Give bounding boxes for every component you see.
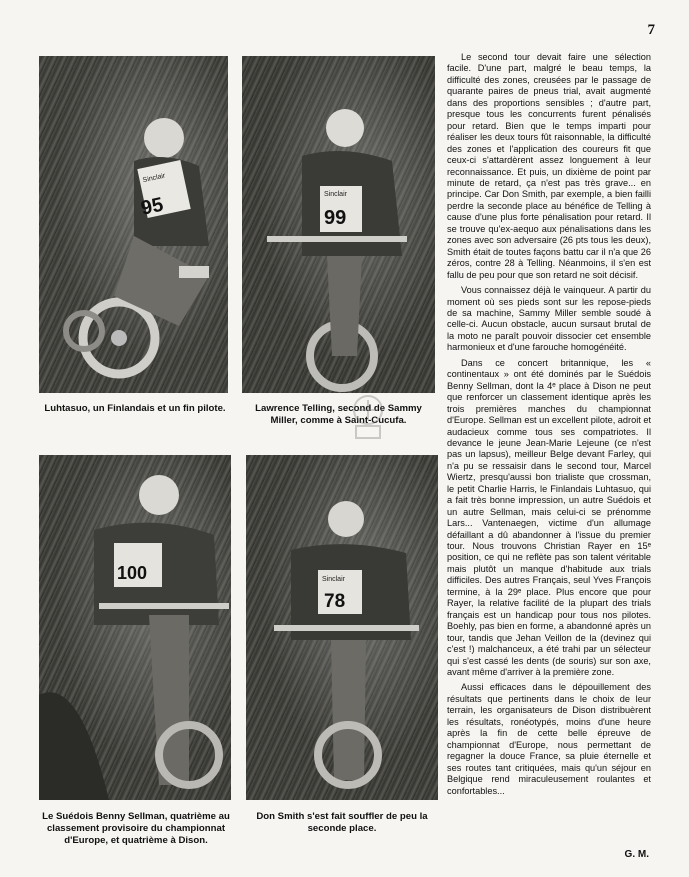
watermark-logo <box>342 390 394 442</box>
rider-illustration <box>39 56 228 393</box>
caption-telling: Lawrence Telling, second de Sammy Miller, comme à Saint-Cucufa. <box>255 403 422 426</box>
article-paragraph: Aussi efficaces dans le dépouillement des résultats que pertinents dans le choix de leur terrain, les organisateurs de Dison distribuèrent les résultats, ronéotypés, moins d'une heure après la fin de cette belle épreuve de championnat d'Europe, nous permettant de regagner la douce France, sa pluie éternelle et ses routes tant critiquées, mais qu'un séjour en Belgique rend miraculeusement roulantes et confortables... <box>447 682 651 796</box>
photo-luhtasuo <box>39 56 228 393</box>
article-paragraph: Dans ce concert britannique, les « continentaux » ont été dominés par le Suédois Benny Sellman, dont la 4ᵉ place à Dison ne peut que renforcer un classement identique après les trois premières manches du championnat d'Europe. Sellman est un excellent pilote, adroit et audacieux comme tous ses compatriotes. Il devance le jeune Jean-Marie Lejeune (ce n'est pas un lapsus), meilleur Belge devant Farley, qui n'a pu se ressaisir dans le second tour, Marcel Wiertz, presqu'aussi bon trialiste que crossman, le petit Charlie Harris, le Finlandais Luhtasuo, qui a fait très bonne impression, un autre Suédois et un autre Sellman, mais celui-ci se prénomme Lars... Vantenaegen, victime d'un allumage défaillant a dû abandonner à l'issue du premier tour. Nous trouvons Christian Rayer en 15ᵉ position, ce qui ne reflète pas son talent véritable mais plutôt un manque d'habitude aux trials difficiles. Des autres Français, seul Yves François termine, à la 29ᵉ place. Plus encore que pour Rayer, la relative facilité de la plupart des trials français est un handicap pour tous nos pilotes. Boehly, pas bien en forme, a abandonné après un tour, tandis que Jehan Veillon de la (devinez qui c'est !) malchanceux, a été trahi par un sélecteur qui s'est cassé les dents (de souris) sur son axe, avant même d'arriver à la première zone. <box>447 357 652 678</box>
caption-sellman: Le Suédois Benny Sellman, quatrième au classement provisoire du championnat d'Europe, et quatrième à Dison. <box>42 811 230 846</box>
photo-smith <box>246 455 438 800</box>
rider-illustration <box>39 455 231 800</box>
rider-illustration <box>246 455 438 800</box>
article-paragraph: Vous connaissez déjà le vainqueur. A partir du moment où ses pieds sont sur les repose-pieds de sa machine, Sammy Miller semble soudé à celle-ci. Aucun obstacle, aucun sursaut brutal de la moto ne paraît pouvoir dissocier cet ensemble harmonieux et d'une farouche homogénéité. <box>447 285 651 353</box>
plate-text: Sinclair <box>324 191 347 198</box>
photo-telling <box>242 56 435 393</box>
page-number: 7 <box>647 22 655 38</box>
rider-illustration <box>242 56 435 393</box>
article-paragraph: Le second tour devait faire une sélection facile. D'une part, malgré le beau temps, la difficulté des zones, creusées par le passage de quarante paires de pneus trial, avait augmenté dans des proportions sensibles ; d'autre part, presque tous les concurrents furent pénalisés pour retard. Bien que le temps imparti pour réaliser les deux tours fût raisonnable, la difficulté des zones et l'application des coureurs fit que ceux-ci s'attardèrent assez longuement à leur reconnaissance. Et puis, un dixième de point par minute de retard, ça n'est pas très grave... en principe. Car Don Smith, par exemple, a bien failli perdre la seconde place au bénéfice de Telling à cause d'une plus forte pénalisation pour retard. Il se trouve qu'ex-aequo aux pénalisations dans les zones avec son adversaire (26 pts tous les deux), Smith était de toutes façons battu car il n'a que 26 zéros, contre 28 à Telling. Néanmoins, il s'en est fallu de peu pour que son retard ne soit décisif. <box>447 52 651 280</box>
photo-sellman <box>39 455 231 800</box>
author-signature: G. M. <box>624 849 649 860</box>
race-number: 78 <box>324 591 346 612</box>
race-number: 95 <box>138 193 166 220</box>
race-number: 99 <box>324 207 347 229</box>
race-number: 100 <box>117 563 148 583</box>
article-column <box>447 52 651 801</box>
caption-smith: Don Smith s'est fait souffler de peu la seconde place. <box>256 811 428 834</box>
plate-text: Sinclair <box>142 172 166 185</box>
caption-luhtasuo: Luhtasuo, un Finlandais et un fin pilote. <box>44 403 226 414</box>
plate-text: Sinclair <box>322 576 345 583</box>
